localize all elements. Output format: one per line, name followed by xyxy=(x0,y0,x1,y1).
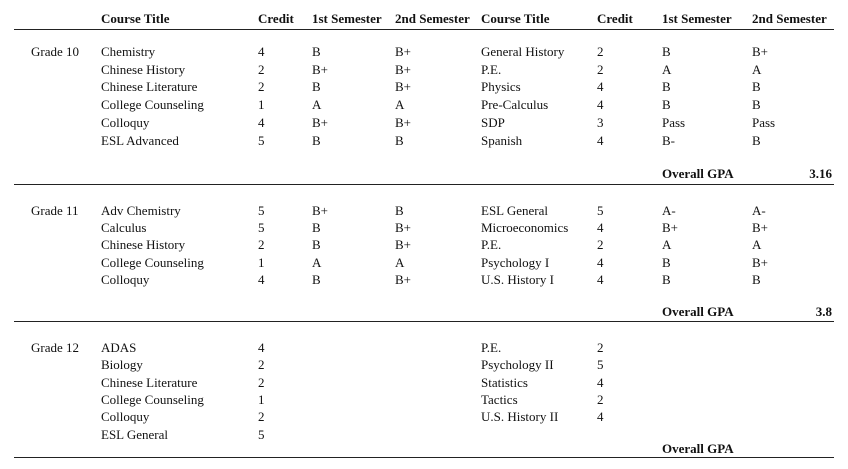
course-sem2-grade: A xyxy=(752,237,762,252)
header-sem1-right: 1st Semester xyxy=(662,11,732,26)
course-credit: 5 xyxy=(597,357,604,372)
course-sem1-grade: B xyxy=(312,220,321,235)
course-name: Chinese Literature xyxy=(101,79,198,94)
course-sem1-grade: B xyxy=(662,44,671,59)
course-sem2-grade: B+ xyxy=(395,272,412,287)
course-sem2-grade: B xyxy=(395,203,404,218)
course-name: ESL Advanced xyxy=(101,133,179,148)
course-sem1-grade: B- xyxy=(662,133,675,148)
course-credit: 2 xyxy=(597,340,604,355)
header-sem1-left: 1st Semester xyxy=(312,11,382,26)
course-sem2-grade: B+ xyxy=(395,220,412,235)
course-name: College Counseling xyxy=(101,97,204,112)
course-sem2-grade: Pass xyxy=(752,115,776,130)
course-sem1-grade: B xyxy=(312,133,321,148)
header-credit-right: Credit xyxy=(597,11,633,26)
course-name: College Counseling xyxy=(101,392,204,407)
course-sem1-grade: A xyxy=(312,255,322,270)
course-sem2-grade: B xyxy=(752,79,761,94)
course-name: Calculus xyxy=(101,220,147,235)
course-name: Biology xyxy=(101,357,143,372)
course-sem2-grade: A xyxy=(752,62,762,77)
course-sem1-grade: B xyxy=(312,79,321,94)
course-sem2-grade: B+ xyxy=(395,115,412,130)
course-credit: 4 xyxy=(258,340,265,355)
course-sem1-grade: A xyxy=(662,237,672,252)
course-name: College Counseling xyxy=(101,255,204,270)
course-name: Chinese History xyxy=(101,237,186,252)
course-name: General History xyxy=(481,44,565,59)
course-sem1-grade: A- xyxy=(662,203,676,218)
course-name: P.E. xyxy=(481,340,502,355)
course-credit: 5 xyxy=(258,220,265,235)
course-name: SDP xyxy=(481,115,505,130)
course-credit: 2 xyxy=(258,375,265,390)
header-course-title-right: Course Title xyxy=(481,11,550,26)
course-name: Colloquy xyxy=(101,272,150,287)
course-credit: 2 xyxy=(597,237,604,252)
course-credit: 2 xyxy=(597,44,604,59)
course-name: P.E. xyxy=(481,237,502,252)
course-sem2-grade: B xyxy=(752,272,761,287)
course-sem2-grade: B+ xyxy=(395,237,412,252)
course-name: Tactics xyxy=(481,392,518,407)
course-credit: 1 xyxy=(258,392,265,407)
header-sem2-right: 2nd Semester xyxy=(752,11,827,26)
course-credit: 4 xyxy=(597,255,604,270)
course-name: Psychology II xyxy=(481,357,554,372)
section-divider xyxy=(14,321,834,322)
course-credit: 4 xyxy=(258,44,265,59)
course-sem1-grade: B+ xyxy=(662,220,679,235)
course-sem2-grade: B+ xyxy=(395,79,412,94)
course-name: Chinese Literature xyxy=(101,375,198,390)
course-name: P.E. xyxy=(481,62,502,77)
course-name: Adv Chemistry xyxy=(101,203,181,218)
course-sem2-grade: B xyxy=(395,133,404,148)
course-sem1-grade: A xyxy=(662,62,672,77)
course-credit: 5 xyxy=(258,427,265,442)
course-sem2-grade: B+ xyxy=(752,44,769,59)
course-sem1-grade: B xyxy=(662,97,671,112)
course-sem1-grade: A xyxy=(312,97,322,112)
course-credit: 4 xyxy=(597,272,604,287)
overall-gpa-value: 3.16 xyxy=(809,166,832,181)
course-name: Psychology I xyxy=(481,255,550,270)
grade-label: Grade 11 xyxy=(31,203,79,218)
course-credit: 5 xyxy=(597,203,604,218)
course-credit: 2 xyxy=(597,392,604,407)
course-sem2-grade: A- xyxy=(752,203,766,218)
course-credit: 4 xyxy=(258,115,265,130)
course-name: Pre-Calculus xyxy=(481,97,549,112)
course-name: ADAS xyxy=(101,340,137,355)
course-credit: 4 xyxy=(597,79,604,94)
course-name: ESL General xyxy=(481,203,549,218)
course-credit: 4 xyxy=(597,220,604,235)
course-sem2-grade: B+ xyxy=(752,220,769,235)
course-credit: 4 xyxy=(597,375,604,390)
grade-label: Grade 10 xyxy=(31,44,80,59)
course-sem2-grade: A xyxy=(395,97,405,112)
grade-label: Grade 12 xyxy=(31,340,80,355)
header-credit-left: Credit xyxy=(258,11,294,26)
overall-gpa-label: Overall GPA xyxy=(662,304,734,319)
overall-gpa-value: 3.8 xyxy=(815,304,832,319)
course-credit: 1 xyxy=(258,255,265,270)
header-divider xyxy=(14,29,834,30)
course-sem2-grade: B+ xyxy=(752,255,769,270)
course-sem1-grade: B+ xyxy=(312,62,329,77)
course-sem1-grade: Pass xyxy=(662,115,686,130)
header-sem2-left: 2nd Semester xyxy=(395,11,470,26)
course-name: Physics xyxy=(481,79,521,94)
course-credit: 5 xyxy=(258,203,265,218)
course-name: Microeconomics xyxy=(481,220,569,235)
course-sem1-grade: B xyxy=(312,44,321,59)
course-name: Chemistry xyxy=(101,44,156,59)
course-name: Statistics xyxy=(481,375,528,390)
course-name: Colloquy xyxy=(101,115,150,130)
course-sem1-grade: B xyxy=(662,79,671,94)
section-divider xyxy=(14,184,834,185)
overall-gpa-label: Overall GPA xyxy=(662,441,734,456)
course-credit: 5 xyxy=(258,133,265,148)
course-sem2-grade: B+ xyxy=(395,62,412,77)
course-name: U.S. History II xyxy=(481,409,559,424)
course-credit: 2 xyxy=(258,62,265,77)
course-sem1-grade: B xyxy=(662,255,671,270)
course-credit: 4 xyxy=(597,97,604,112)
course-credit: 2 xyxy=(258,409,265,424)
course-credit: 4 xyxy=(597,133,604,148)
course-credit: 2 xyxy=(597,62,604,77)
course-name: Chinese History xyxy=(101,62,186,77)
course-sem1-grade: B+ xyxy=(312,203,329,218)
course-sem2-grade: A xyxy=(395,255,405,270)
header-course-title-left: Course Title xyxy=(101,11,170,26)
course-credit: 3 xyxy=(597,115,604,130)
course-credit: 2 xyxy=(258,237,265,252)
course-credit: 4 xyxy=(597,409,604,424)
course-credit: 1 xyxy=(258,97,265,112)
course-credit: 2 xyxy=(258,79,265,94)
course-name: U.S. History I xyxy=(481,272,554,287)
course-sem2-grade: B+ xyxy=(395,44,412,59)
bottom-divider xyxy=(14,457,834,458)
course-name: Spanish xyxy=(481,133,523,148)
course-sem2-grade: B xyxy=(752,97,761,112)
overall-gpa-label: Overall GPA xyxy=(662,166,734,181)
course-sem1-grade: B xyxy=(312,237,321,252)
course-sem2-grade: B xyxy=(752,133,761,148)
course-sem1-grade: B xyxy=(312,272,321,287)
course-credit: 2 xyxy=(258,357,265,372)
course-sem1-grade: B+ xyxy=(312,115,329,130)
course-name: ESL General xyxy=(101,427,169,442)
course-name: Colloquy xyxy=(101,409,150,424)
course-sem1-grade: B xyxy=(662,272,671,287)
course-credit: 4 xyxy=(258,272,265,287)
